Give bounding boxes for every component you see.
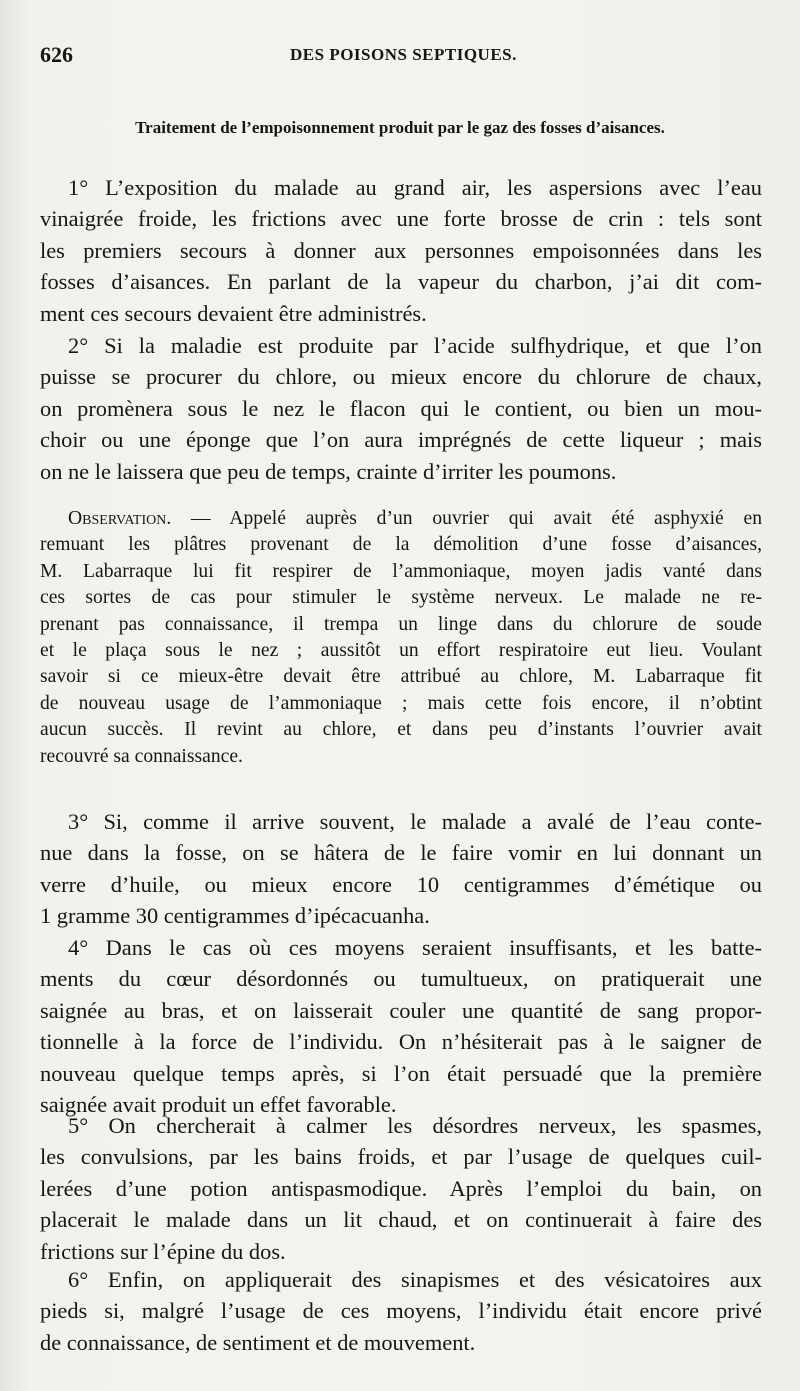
text-line: les convulsions, par les bains froids, et par l’usage de quelques cuil-: [40, 1144, 762, 1170]
text-line: fosses d’aisances. En parlant de la vapeur du charbon, j’ai dit com-: [40, 269, 762, 295]
text-line: M. Labarraque lui fit respirer de l’ammoniaque, moyen jadis vanté dans: [40, 560, 762, 582]
paragraph-1: [40, 172, 762, 329]
text-line: nue dans la fosse, on se hâtera de le faire vomir en lui donnant un: [40, 840, 762, 866]
text-line: les premiers secours à donner aux personnes empoisonnées dans les: [40, 237, 762, 263]
text-line: aucun succès. Il revint au chlore, et dans peu d’instants l’ouvrier avait: [40, 719, 762, 741]
paragraph-5: [40, 1110, 762, 1267]
text-line: de nouveau usage de l’ammoniaque ; mais cette fois encore, il n’obtint: [40, 692, 762, 714]
text-line: ments du cœur désordonnés ou tumultueux, on pratiquerait une: [40, 966, 762, 992]
text-line: saignée avait produit un effet favorable.: [40, 1091, 397, 1117]
text-line: puisse se procurer du chlore, ou mieux encore du chlorure de chaux,: [40, 364, 762, 390]
text-line: choir ou une éponge que l’on aura imprégnés de cette liqueur ; mais: [40, 427, 762, 453]
text-line: 2° Si la maladie est produite par l’acide sulfhydrique, et que l’on: [68, 333, 762, 358]
section-title: Traitement de l’empoisonnement produit par le gaz des fosses d’aisances.: [135, 118, 665, 137]
text-line: remuant les plâtres provenant de la démolition d’une fosse d’aisances,: [40, 534, 762, 556]
text-line: 5° On chercherait à calmer les désordres nerveux, les spasmes,: [68, 1113, 762, 1138]
text-line: on ne le laissera que peu de temps, crainte d’irriter les poumons.: [40, 458, 617, 484]
text-line: on promènera sous le nez le flacon qui le contient, ou bien un mou-: [40, 395, 762, 421]
observation-label: Observation.: [68, 508, 172, 529]
text-line: ces sortes de cas pour stimuler le système nerveux. Le malade ne re-: [40, 587, 762, 609]
text-line: 1 gramme 30 centigrammes d’ipécacuanha.: [40, 903, 430, 929]
text-line: recouvré sa connaissance.: [40, 745, 243, 767]
page-header: [40, 42, 760, 72]
observation-first-line: [40, 506, 762, 532]
text-line: nouveau quelque temps après, si l’on était persuadé que la première: [40, 1060, 762, 1086]
text-line: frictions sur l’épine du dos.: [40, 1238, 286, 1264]
text-line: ment ces secours devaient être administrés.: [40, 300, 427, 326]
observation-first-line-text: — Appelé auprès d’un ouvrier qui avait été asphyxié en: [171, 508, 762, 529]
running-title: DES POISONS SEPTIQUES.: [290, 45, 517, 64]
text-line: placerait le malade dans un lit chaud, et on continuerait à faire des: [40, 1207, 762, 1233]
text-line: savoir si ce mieux-être devait être attribué au chlore, M. Labarraque fit: [40, 666, 762, 688]
paragraph-4: [40, 932, 762, 1120]
text-line: lerées d’une potion antispasmodique. Après l’emploi du bain, on: [40, 1175, 762, 1201]
text-line: et le plaça sous le nez ; aussitôt un effort respiratoire eut lieu. Voulant: [40, 639, 762, 661]
paragraph-3: [40, 806, 762, 932]
observation-block: [40, 506, 762, 770]
text-line: 6° Enfin, on appliquerait des sinapismes et des vésicatoires aux: [68, 1267, 762, 1292]
paragraph-6: [40, 1264, 762, 1358]
text-line: de connaissance, de sentiment et de mouvement.: [40, 1329, 476, 1355]
text-line: saignée au bras, et on laisserait couler une quantité de sang propor-: [40, 997, 762, 1023]
text-line: vinaigrée froide, les frictions avec une forte brosse de crin : tels sont: [40, 206, 762, 232]
text-line: 3° Si, comme il arrive souvent, le malade a avalé de l’eau conte-: [68, 809, 762, 834]
text-line: 4° Dans le cas où ces moyens seraient insuffisants, et les batte-: [68, 935, 762, 960]
page-number: 626: [40, 42, 73, 67]
text-line: verre d’huile, ou mieux encore 10 centigrammes d’émétique ou: [40, 871, 762, 897]
text-line: prenant pas connaissance, il trempa un linge dans du chlorure de soude: [40, 613, 762, 635]
text-line: 1° L’exposition du malade au grand air, les aspersions avec l’eau: [68, 175, 762, 200]
text-line: tionnelle à la force de l’individu. On n’hésiterait pas à le saigner de: [40, 1029, 762, 1055]
text-line: pieds si, malgré l’usage de ces moyens, l’individu était encore privé: [40, 1298, 762, 1324]
paragraph-2: [40, 330, 762, 487]
